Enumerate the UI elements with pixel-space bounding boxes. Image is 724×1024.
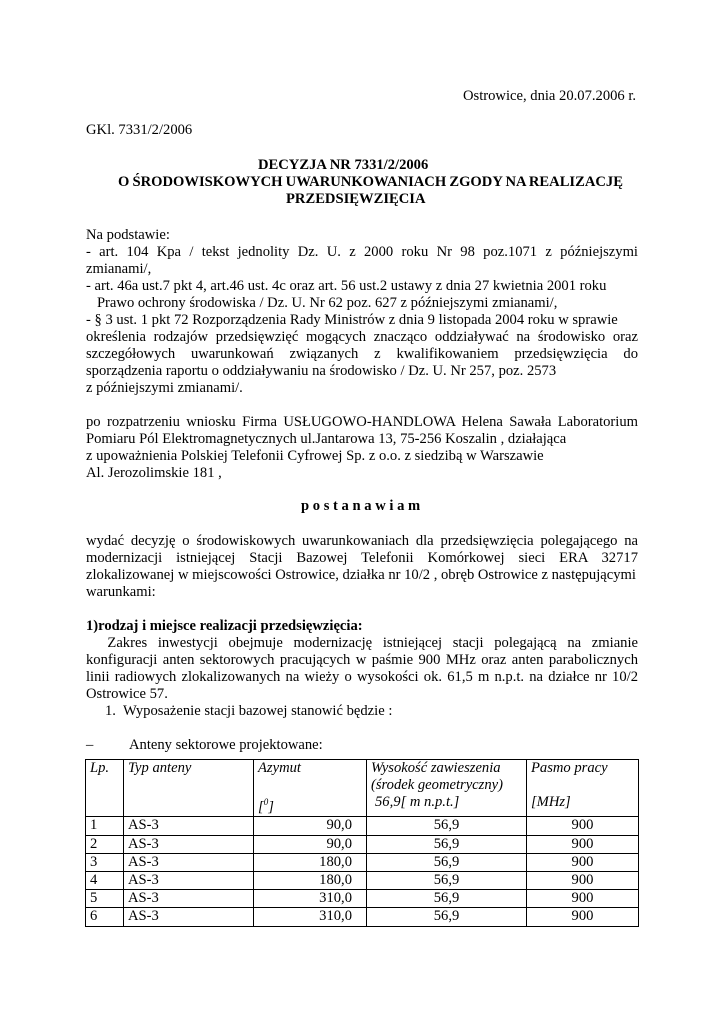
section-1-line: linii radiowych zlokalizowanych na wieży o wysokości ok. 61,5 m n.p.t. na działce nr 10/2 (86, 669, 638, 685)
decision-line: modernizacji istniejącej Stacji Bazowej Telefonii Komórkowej sieci ERA 32717 (86, 550, 638, 566)
cell-type: AS-3 (124, 835, 254, 853)
cell-band: 900 (527, 872, 639, 890)
legal-basis-line: - art. 46a ust.7 pkt 4, art.46 ust. 4c oraz art. 56 ust.2 ustawy z dnia 27 kwietnia 2001 roku (86, 278, 607, 294)
legal-basis-line: sporządzenia raportu o oddziaływaniu na środowisko / Dz. U. Nr 257, poz. 2573 (86, 363, 557, 379)
table-header-row (86, 760, 639, 817)
cell-height: 56,9 (367, 835, 527, 853)
header-height (367, 760, 527, 817)
cell-type: AS-3 (124, 890, 254, 908)
antenna-table (85, 759, 639, 927)
table-row (86, 872, 639, 890)
title-line-3: PRZEDSIĘWZIĘCIA (286, 191, 426, 207)
cell-lp: 5 (86, 890, 124, 908)
header-band-unit: [MHz] (531, 794, 571, 811)
applicant-line: z upoważnienia Polskiej Telefonii Cyfrowej Sp. z o.o. z siedzibą w Warszawie (86, 448, 544, 464)
header-type-label: Typ anteny (128, 760, 192, 776)
cell-lp: 2 (86, 835, 124, 853)
cell-band: 900 (527, 835, 639, 853)
cell-type: AS-3 (124, 817, 254, 835)
cell-band: 900 (527, 853, 639, 871)
reference-number: GKl. 7331/2/2006 (86, 122, 193, 138)
place-date: Ostrowice, dnia 20.07.2006 r. (463, 88, 637, 104)
table-row (86, 817, 639, 835)
cell-lp: 1 (86, 817, 124, 835)
decision-line: warunkami: (86, 584, 156, 600)
cell-height: 56,9 (367, 890, 527, 908)
header-lp-label: Lp. (90, 760, 110, 776)
cell-band: 900 (527, 890, 639, 908)
decision-word: p o s t a n a w i a m (301, 498, 421, 514)
legal-basis-line: - § 3 ust. 1 pkt 72 Rozporządzenia Rady Ministrów z dnia 9 listopada 2004 roku w sprawie (86, 312, 618, 328)
title-line-1: DECYZJA NR 7331/2/2006 (258, 157, 429, 173)
unit-bracket-open: [ (258, 799, 264, 816)
cell-type: AS-3 (124, 853, 254, 871)
header-height-label: Wysokość zawieszenia (371, 760, 501, 776)
table-row (86, 890, 639, 908)
legal-basis-intro: Na podstawie: (86, 227, 170, 243)
unit-degree: 0 (263, 797, 269, 808)
cell-lp: 4 (86, 872, 124, 890)
cell-band: 900 (527, 817, 639, 835)
cell-azimuth: 90,0 (254, 835, 367, 853)
cell-band: 900 (527, 908, 639, 926)
section-1-line: konfiguracji anten sektorowych pracujących w paśmie 900 MHz oraz anten parabolicznych (86, 652, 638, 668)
cell-lp: 3 (86, 853, 124, 871)
legal-basis-line: szczegółowych uwarunkowań związanych z kwalifikowaniem przedsięwzięcia do (86, 346, 638, 362)
section-1-line: Zakres inwestycji obejmuje modernizację istniejącej stacji polegającą na zmianie (86, 635, 638, 651)
table-row (86, 853, 639, 871)
equipment-list-item: 1. Wyposażenie stacji bazowej stanowić będzie : (105, 703, 393, 719)
header-type (124, 760, 254, 817)
cell-type: AS-3 (124, 908, 254, 926)
decision-line: zlokalizowanej w miejscowości Ostrowice, działka nr 10/2 , obręb Ostrowice z następującymi (86, 567, 636, 583)
header-azimuth-unit (258, 794, 362, 816)
cell-type: AS-3 (124, 872, 254, 890)
header-height-unit: 56,9[ m n.p.t.] (375, 794, 460, 811)
applicant-line: po rozpatrzeniu wniosku Firma USŁUGOWO-HANDLOWA Helena Sawała Laboratorium (86, 414, 638, 430)
cell-azimuth: 180,0 (254, 853, 367, 871)
applicant-line: Al. Jerozolimskie 181 , (86, 465, 222, 481)
cell-azimuth: 180,0 (254, 872, 367, 890)
legal-basis-line: Prawo ochrony środowiska / Dz. U. Nr 62 poz. 627 z późniejszymi zmianami/, (86, 295, 558, 311)
legal-basis-line: zmianami/, (86, 261, 152, 277)
table-row (86, 835, 639, 853)
cell-height: 56,9 (367, 817, 527, 835)
dash-bullet: – (86, 737, 94, 753)
decision-line: wydać decyzję o środowiskowych uwarunkowaniach dla przedsięwzięcia polegającego na (86, 533, 638, 549)
cell-lp: 6 (86, 908, 124, 926)
section-1-line: Ostrowice 57. (86, 686, 168, 702)
table-row (86, 908, 639, 926)
header-height-sub: (środek geometryczny) (371, 777, 503, 794)
header-azimuth-label: Azymut (258, 760, 301, 776)
header-band (527, 760, 639, 817)
cell-height: 56,9 (367, 908, 527, 926)
cell-azimuth: 310,0 (254, 908, 367, 926)
cell-azimuth: 90,0 (254, 817, 367, 835)
cell-azimuth: 310,0 (254, 890, 367, 908)
header-lp (86, 760, 124, 817)
header-band-label: Pasmo pracy (531, 760, 608, 776)
header-azimuth (254, 760, 367, 817)
antennas-label: Anteny sektorowe projektowane: (129, 737, 323, 753)
legal-basis-line: określenia rodzajów przedsięwzięć mogących znacząco oddziaływać na środowisko oraz (86, 329, 638, 345)
applicant-line: Pomiaru Pól Elektromagnetycznych ul.Jantarowa 13, 75-256 Koszalin , działająca (86, 431, 567, 447)
section-1-heading: 1)rodzaj i miejsce realizacji przedsięwzięcia: (86, 618, 363, 634)
cell-height: 56,9 (367, 853, 527, 871)
unit-bracket-close: ] (268, 799, 274, 816)
title-line-2: O ŚRODOWISKOWYCH UWARUNKOWANIACH ZGODY NA REALIZACJĘ (118, 174, 623, 190)
legal-basis-line: - art. 104 Kpa / tekst jednolity Dz. U. z 2000 roku Nr 98 poz.1071 z późniejszymi (86, 244, 638, 260)
cell-height: 56,9 (367, 872, 527, 890)
legal-basis-line: z późniejszymi zmianami/. (86, 380, 243, 396)
